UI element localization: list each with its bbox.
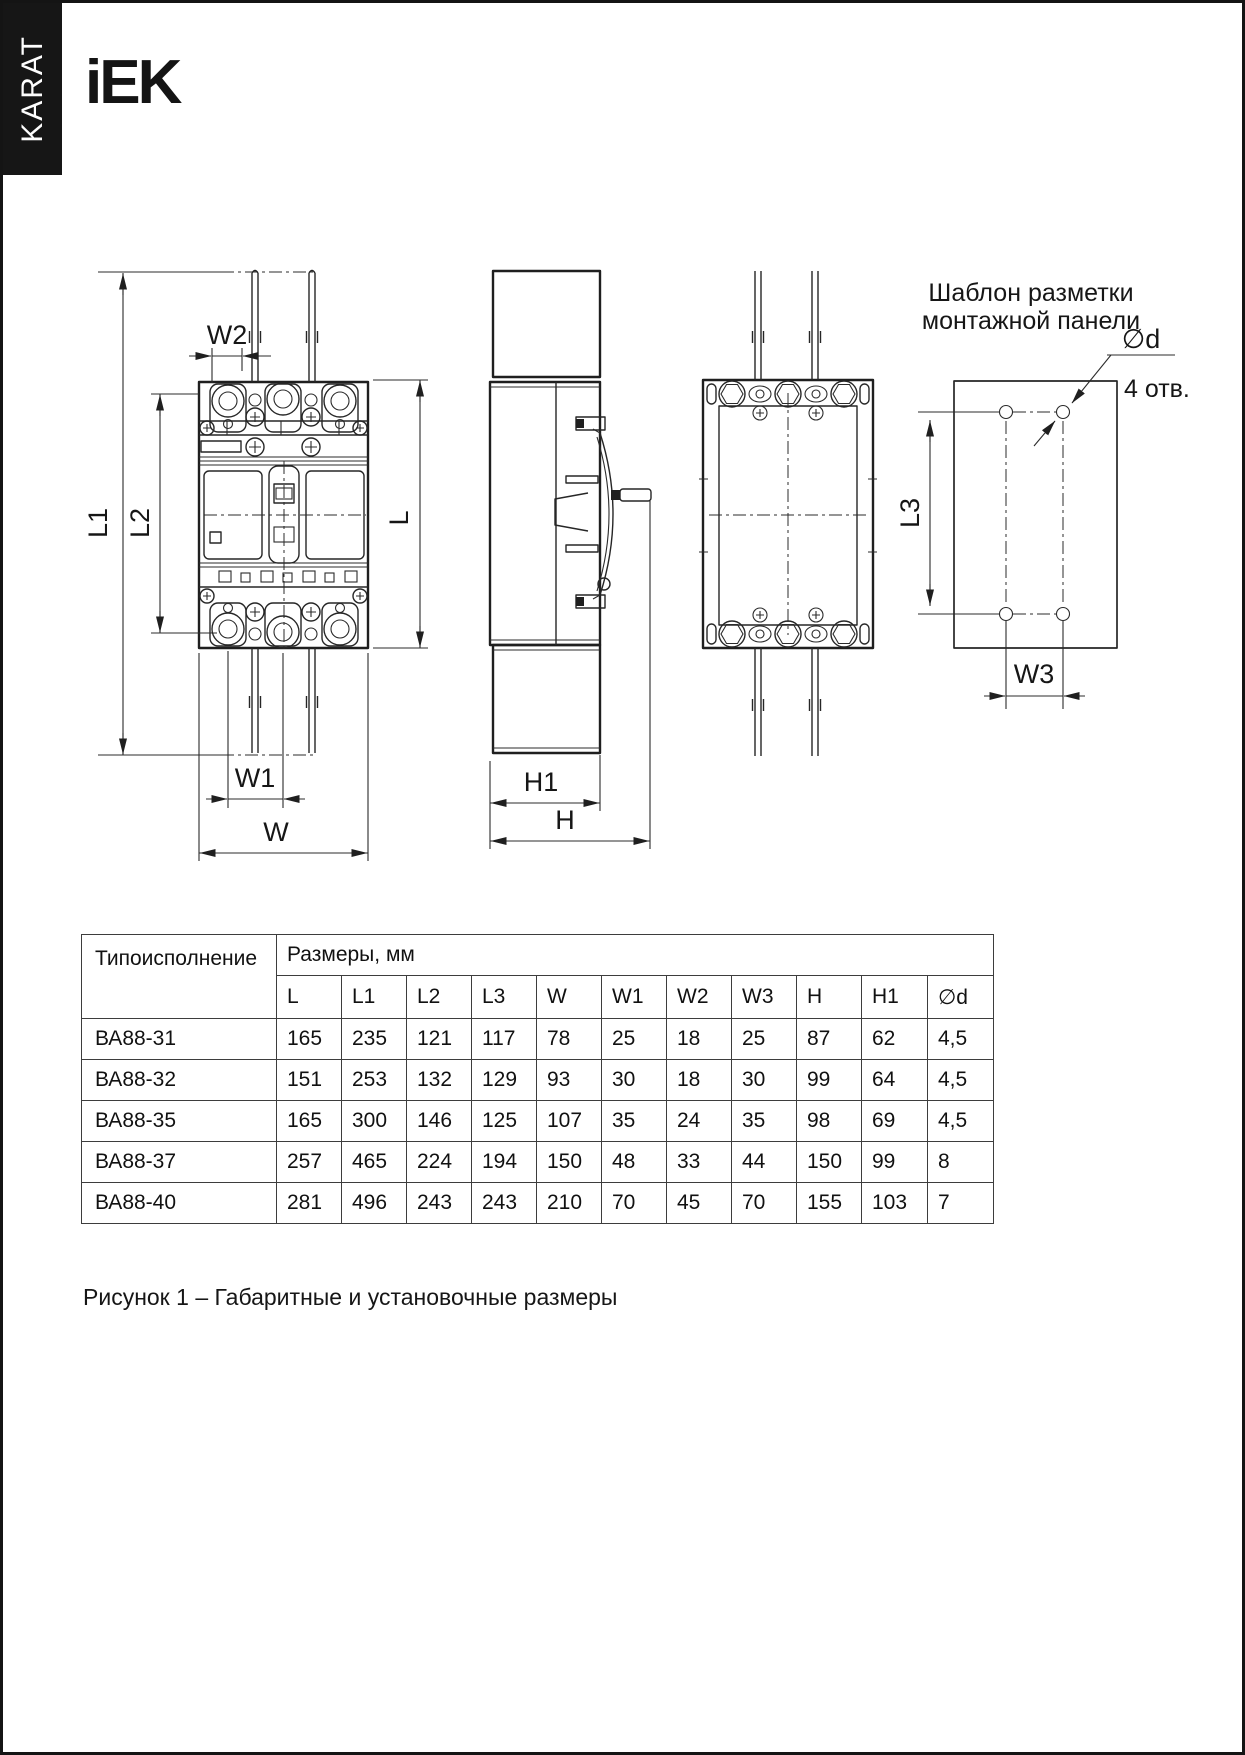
- figure-caption: Рисунок 1 – Габаритные и установочные размеры: [83, 1284, 618, 1310]
- hole-count-label: 4 отв.: [1124, 375, 1190, 403]
- side-view-dimensions: [490, 501, 650, 849]
- col-header-H: H: [797, 976, 862, 1019]
- row-name: ВА88-37: [82, 1142, 277, 1183]
- table-header-type: Типоисполнение: [82, 935, 277, 1019]
- table-cell: 129: [472, 1060, 537, 1101]
- iek-logo: iEK: [85, 48, 180, 117]
- template-title-line2: монтажной панели: [921, 307, 1141, 335]
- table-row: [82, 1060, 994, 1101]
- table-cell: 18: [667, 1060, 732, 1101]
- table-header-sizes: Размеры, мм: [277, 935, 994, 976]
- table-cell: 4,5: [928, 1101, 994, 1142]
- table-cell: 99: [862, 1142, 928, 1183]
- col-header-L2: L2: [407, 976, 472, 1019]
- table-cell: 235: [342, 1019, 407, 1060]
- table-row: [82, 1101, 994, 1142]
- table-cell: 30: [602, 1060, 667, 1101]
- row-name: ВА88-40: [82, 1183, 277, 1224]
- table-cell: 151: [277, 1060, 342, 1101]
- table-cell: 125: [472, 1101, 537, 1142]
- col-header-W: W: [537, 976, 602, 1019]
- col-header-W2: W2: [667, 976, 732, 1019]
- col-header-L3: L3: [472, 976, 537, 1019]
- dim-label-W: W: [263, 817, 289, 847]
- table-cell: 45: [667, 1183, 732, 1224]
- table-cell: 132: [407, 1060, 472, 1101]
- table-cell: 465: [342, 1142, 407, 1183]
- table-row: [82, 1183, 994, 1224]
- table-cell: 18: [667, 1019, 732, 1060]
- table-cell: 98: [797, 1101, 862, 1142]
- col-header-W3: W3: [732, 976, 797, 1019]
- table-cell: 35: [602, 1101, 667, 1142]
- karat-label: KARAT: [15, 35, 49, 143]
- table-cell: 33: [667, 1142, 732, 1183]
- table-cell: 243: [472, 1183, 537, 1224]
- hole-diameter-label: ∅d: [1121, 324, 1161, 354]
- table-cell: 103: [862, 1183, 928, 1224]
- table-cell: 35: [732, 1101, 797, 1142]
- table-cell: 44: [732, 1142, 797, 1183]
- table-cell: 194: [472, 1142, 537, 1183]
- table-cell: 165: [277, 1019, 342, 1060]
- dim-label-W2: W2: [206, 320, 248, 350]
- dim-label-L2: L2: [125, 507, 155, 539]
- back-view-drawing: [699, 271, 877, 756]
- table-cell: 4,5: [928, 1060, 994, 1101]
- dim-label-L: L: [384, 510, 414, 526]
- table-row: [82, 1142, 994, 1183]
- row-name: ВА88-35: [82, 1101, 277, 1142]
- col-header-L: L: [277, 976, 342, 1019]
- col-header-W1: W1: [602, 976, 667, 1019]
- row-name: ВА88-32: [82, 1060, 277, 1101]
- table-cell: 64: [862, 1060, 928, 1101]
- dim-label-W3: W3: [1013, 659, 1055, 689]
- table-cell: 7: [928, 1183, 994, 1224]
- table-cell: 25: [732, 1019, 797, 1060]
- table-cell: 78: [537, 1019, 602, 1060]
- table-cell: 25: [602, 1019, 667, 1060]
- col-header-H1: H1: [862, 976, 928, 1019]
- figure-dimension-drawings: [3, 3, 1245, 883]
- table-cell: 150: [537, 1142, 602, 1183]
- table-cell: 165: [277, 1101, 342, 1142]
- template-title-line1: Шаблон разметки: [928, 279, 1134, 307]
- table-cell: 4,5: [928, 1019, 994, 1060]
- table-cell: 24: [667, 1101, 732, 1142]
- table-cell: 93: [537, 1060, 602, 1101]
- table-cell: 30: [732, 1060, 797, 1101]
- table-cell: 155: [797, 1183, 862, 1224]
- dim-label-W1: W1: [234, 763, 276, 793]
- dim-label-L1: L1: [83, 507, 113, 539]
- dim-label-L3: L3: [895, 497, 925, 529]
- col-header-L1: L1: [342, 976, 407, 1019]
- table-cell: 257: [277, 1142, 342, 1183]
- table-cell: 243: [407, 1183, 472, 1224]
- table-cell: 281: [277, 1183, 342, 1224]
- table-cell: 121: [407, 1019, 472, 1060]
- table-cell: 224: [407, 1142, 472, 1183]
- table-cell: 62: [862, 1019, 928, 1060]
- table-cell: 69: [862, 1101, 928, 1142]
- dimensions-table: [81, 934, 994, 1224]
- mounting-template-drawing: [895, 279, 1190, 709]
- table-cell: 300: [342, 1101, 407, 1142]
- col-header-d: ∅d: [928, 976, 994, 1019]
- table-cell: 70: [732, 1183, 797, 1224]
- table-cell: 70: [602, 1183, 667, 1224]
- dim-label-H1: H1: [523, 767, 559, 797]
- table-row: [82, 1019, 994, 1060]
- table-cell: 150: [797, 1142, 862, 1183]
- table-cell: 210: [537, 1183, 602, 1224]
- table-cell: 107: [537, 1101, 602, 1142]
- table-cell: 8: [928, 1142, 994, 1183]
- dim-label-H: H: [555, 805, 575, 835]
- row-name: ВА88-31: [82, 1019, 277, 1060]
- side-view-drawing: [490, 271, 651, 753]
- table-cell: 496: [342, 1183, 407, 1224]
- table-cell: 87: [797, 1019, 862, 1060]
- table-cell: 117: [472, 1019, 537, 1060]
- table-cell: 253: [342, 1060, 407, 1101]
- table-cell: 146: [407, 1101, 472, 1142]
- table-cell: 48: [602, 1142, 667, 1183]
- table-cell: 99: [797, 1060, 862, 1101]
